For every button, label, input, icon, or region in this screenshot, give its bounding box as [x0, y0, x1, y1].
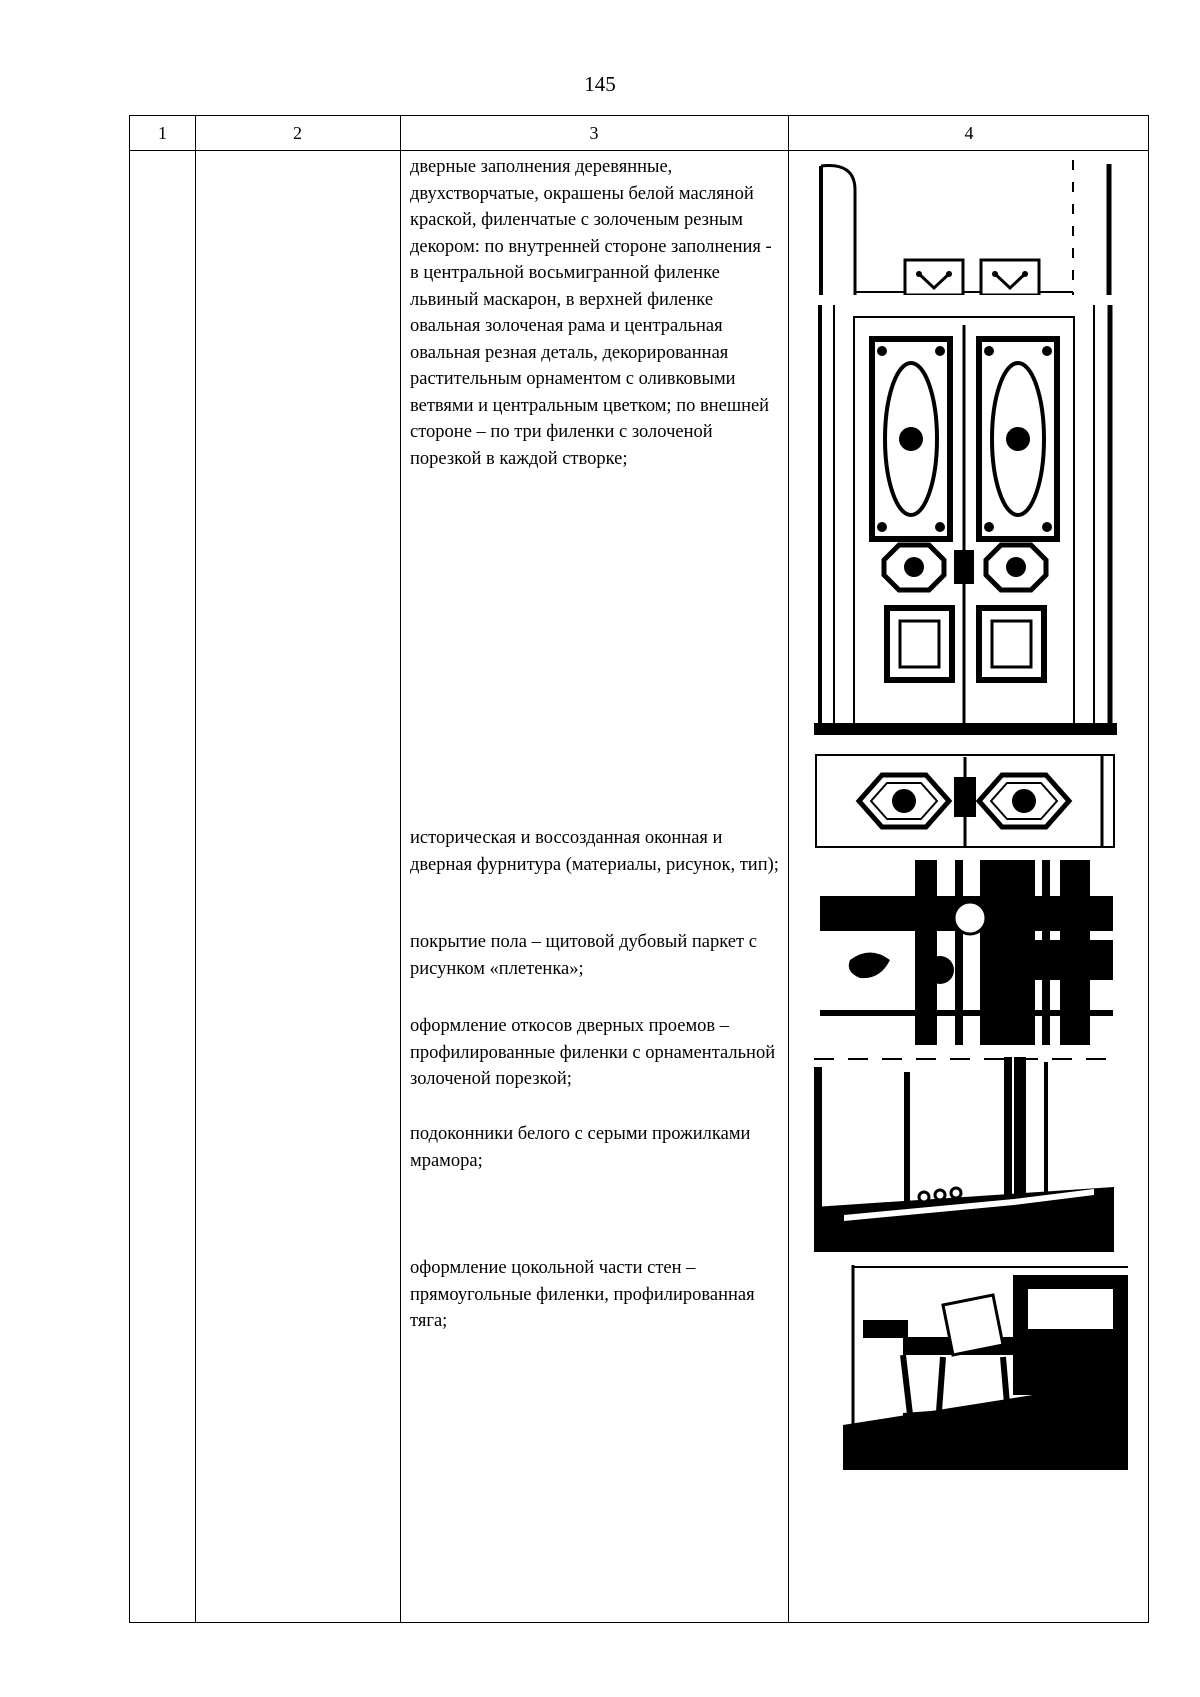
wall-plinth-photo — [843, 1265, 1128, 1470]
column-header-2: 2 — [293, 123, 302, 143]
paragraph-wall-plinth: оформление цокольной части стен – прямоугольные филенки, профилированная тяга; — [410, 1258, 755, 1331]
door-hardware-photo — [820, 860, 1113, 1045]
double-door-photo — [814, 305, 1117, 735]
header-divider — [130, 150, 1148, 151]
paragraph-floor: покрытие пола – щитовой дубовый паркет с рисунком «плетенка»; — [410, 932, 757, 979]
paragraph-door-fillings: дверные заполнения деревянные, двухстворчатые, окрашены белой масляной краской, филенчатые с золоченым резным декором: по внутренней стороне заполнения - в центральной восьмигранной филенке львиный маскарон, в верхней филенке овальная золоченая рама и центральная овальная резная деталь, декорированная растительным орнаментом с оливковыми ветвями и центральным цветком; по внешней стороне – по три филенки с золоченой порезкой в каждой створке; — [410, 157, 772, 469]
paragraph-window-sills: подоконники белого с серыми прожилками мрамора; — [410, 1124, 751, 1171]
column-header-1: 1 — [158, 123, 167, 143]
column-divider — [788, 116, 789, 1622]
overdoor-photo — [815, 160, 1115, 295]
column-header-3: 3 — [589, 123, 599, 143]
paragraph-hardware: историческая и воссозданная оконная и дверная фурнитура (материалы, рисунок, тип); — [410, 828, 779, 875]
column-divider — [195, 116, 196, 1622]
column-divider — [400, 116, 401, 1622]
octagonal-panels-photo — [814, 753, 1116, 849]
page-number: 145 — [584, 72, 616, 96]
paragraph-door-reveals: оформление откосов дверных проемов – профилированные филенки с орнаментальной золоченой порезкой; — [410, 1016, 776, 1089]
window-sill-photo — [814, 1057, 1114, 1252]
column-header-4: 4 — [964, 123, 974, 143]
